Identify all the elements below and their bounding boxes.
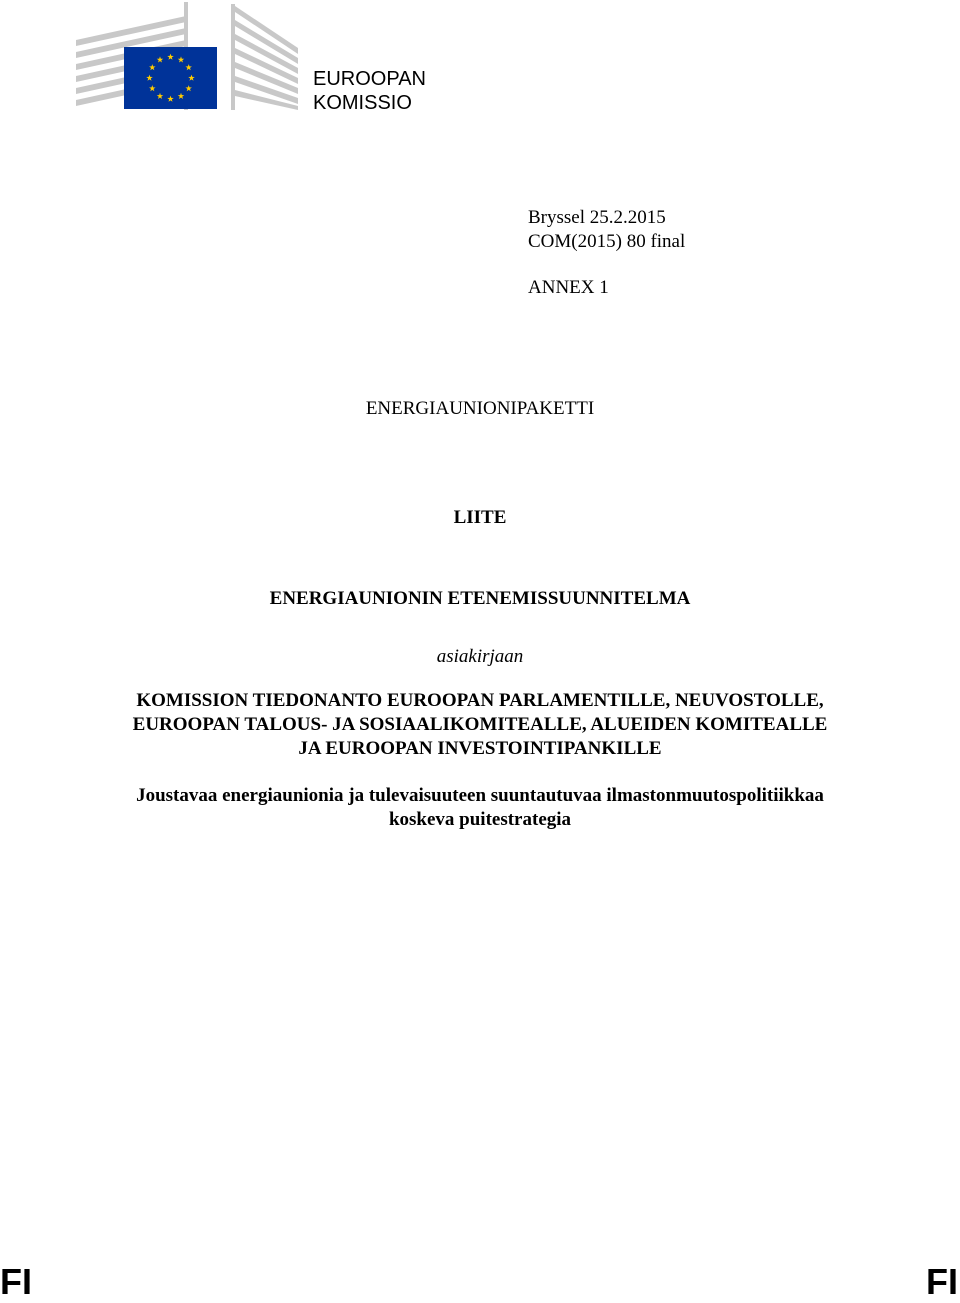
organization-name (313, 67, 426, 115)
annex-label: ANNEX 1 (528, 277, 609, 298)
relation-text: asiakirjaan (436, 646, 524, 667)
european-commission-logo-icon (76, 0, 302, 112)
language-code-left: FI (0, 1261, 32, 1302)
document-reference: COM(2015) 80 final (528, 231, 686, 252)
organization-name-line1: EUROOPAN (313, 68, 426, 90)
language-code-right: FI (926, 1261, 958, 1302)
subject-block (0, 784, 960, 832)
recipients-line: JA EUROOPAN INVESTOINTIPANKILLE (298, 738, 662, 759)
recipients-block (0, 689, 960, 761)
recipients-line: EUROOPAN TALOUS- JA SOSIAALIKOMITEALLE, ALUEIDEN KOMITEALLE (132, 714, 828, 735)
document-title: ENERGIAUNIONIN ETENEMISSUUNNITELMA (269, 588, 691, 609)
organization-name-line2: KOMISSIO (313, 92, 412, 114)
section-label: LIITE (453, 507, 507, 528)
place-and-date: Bryssel 25.2.2015 (528, 207, 666, 228)
package-title: ENERGIAUNIONIPAKETTI (365, 398, 595, 419)
subject-line: koskeva puitestrategia (388, 809, 572, 830)
subject-line: Joustavaa energiaunionia ja tulevaisuuteen suuntautuvaa ilmastonmuutospolitiikkaa (136, 785, 824, 806)
recipients-line: KOMISSION TIEDONANTO EUROOPAN PARLAMENTILLE, NEUVOSTOLLE, (136, 690, 824, 711)
